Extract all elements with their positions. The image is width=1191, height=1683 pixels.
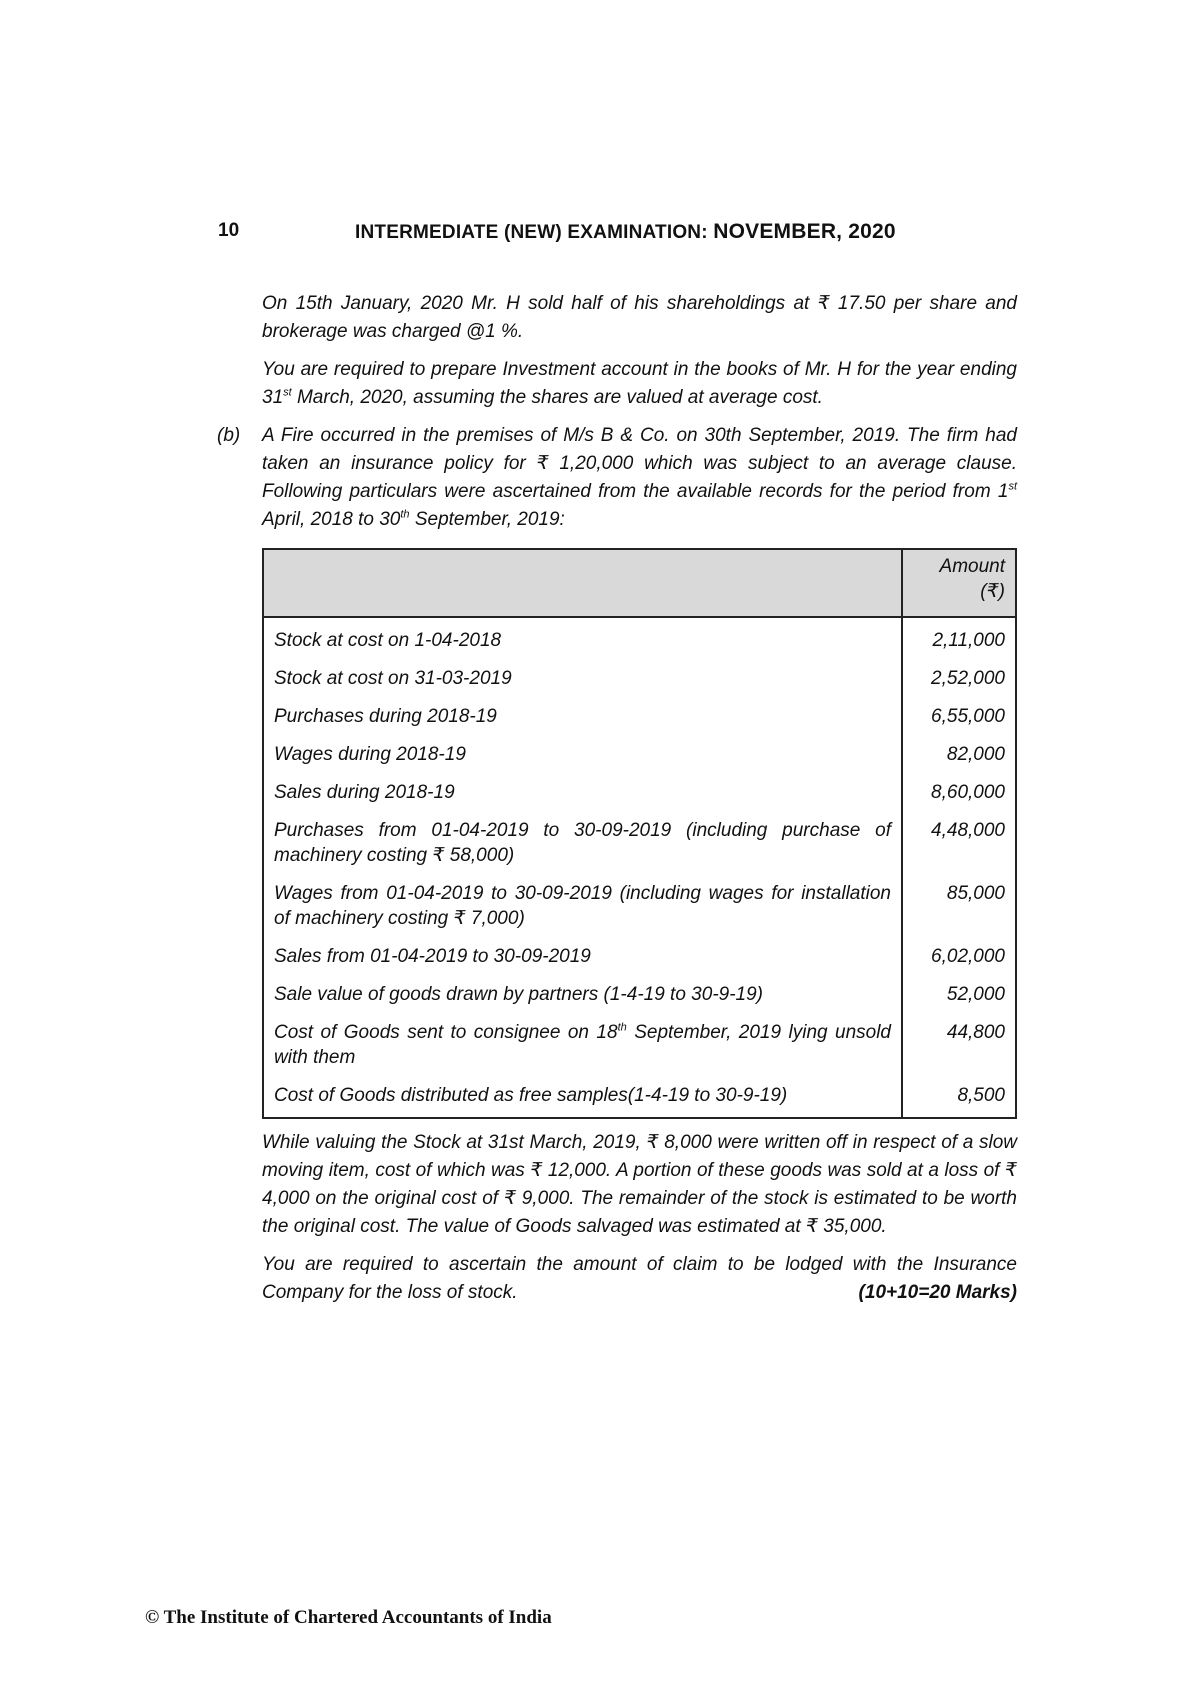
part-b-label: (b) xyxy=(217,425,241,446)
table-row xyxy=(263,776,1016,814)
header-amount xyxy=(902,549,1016,617)
part-b-question-para xyxy=(262,1251,1017,1307)
part-b-note: While valuing the Stock at 31st March, 2019, ₹ 8,000 were written off in respect of a slow moving item, cost of which was ₹ 12,000. A portion of these goods was sold at a loss of ₹ 4,000 on the original cost of ₹ 9,000. The remainder of the stock is estimated to be worth the original cost. The value of Goods salvaged was estimated at ₹ 35,000. xyxy=(262,1132,1017,1237)
row-amount: 44,800 xyxy=(902,1016,1016,1079)
part-b xyxy=(217,422,1017,1307)
row-item: Wages during 2018-19 xyxy=(263,738,902,776)
header-amount-line2: (₹) xyxy=(980,581,1005,602)
table-row xyxy=(263,1016,1016,1079)
table-row xyxy=(263,617,1016,662)
header-particulars xyxy=(263,549,902,617)
row-item-sup: th xyxy=(617,1021,627,1034)
row-amount: 52,000 xyxy=(902,978,1016,1016)
row-amount: 82,000 xyxy=(902,738,1016,776)
page-header xyxy=(355,220,896,244)
part-a-para1: On 15th January, 2020 Mr. H sold half of his shareholdings at ₹ 17.50 per share and brokerage was charged @1 %. xyxy=(262,293,1017,342)
row-amount: 8,60,000 xyxy=(902,776,1016,814)
part-b-intro xyxy=(262,422,1017,534)
row-item-post: September, 2019 lying unsold with them xyxy=(274,1022,891,1068)
table-row xyxy=(263,814,1016,877)
row-amount: 6,55,000 xyxy=(902,700,1016,738)
row-item: Sale value of goods drawn by partners (1-4-19 to 30-9-19) xyxy=(263,978,902,1016)
table-row xyxy=(263,662,1016,700)
table-row xyxy=(263,700,1016,738)
part-b-intro-sup2: th xyxy=(400,508,410,521)
row-amount: 4,48,000 xyxy=(902,814,1016,877)
row-amount: 2,11,000 xyxy=(902,617,1016,662)
row-amount: 8,500 xyxy=(902,1079,1016,1118)
table-row xyxy=(263,940,1016,978)
part-b-question: You are required to ascertain the amount of claim to be lodged with the Insurance Company for the loss of stock. xyxy=(262,1254,1017,1303)
row-item: Purchases from 01-04-2019 to 30-09-2019 (including purchase of machinery costing ₹ 58,000) xyxy=(263,814,902,877)
row-item-pre: Cost of Goods sent to consignee on 18 xyxy=(274,1022,618,1043)
part-b-intro-mid: April, 2018 to 30 xyxy=(262,509,401,530)
part-b-intro-pre: A Fire occurred in the premises of M/s B & Co. on 30th September, 2019. The firm had taken an insurance policy for ₹ 1,20,000 which was subject to an average clause. Following particulars were ascertained from the available records for the period from 1 xyxy=(262,425,1017,502)
table-header-row xyxy=(263,549,1016,617)
row-item xyxy=(263,1016,902,1079)
row-item: Purchases during 2018-19 xyxy=(263,700,902,738)
part-b-intro-post: September, 2019: xyxy=(409,509,565,530)
row-item: Cost of Goods distributed as free samples(1-4-19 to 30-9-19) xyxy=(263,1079,902,1118)
row-amount: 85,000 xyxy=(902,877,1016,940)
question-content xyxy=(217,290,1017,1317)
part-a-para2-post: March, 2020, assuming the shares are valued at average cost. xyxy=(291,387,823,408)
row-item: Stock at cost on 31-03-2019 xyxy=(263,662,902,700)
table-row xyxy=(263,978,1016,1016)
marks: (10+10=20 Marks) xyxy=(858,1282,1017,1303)
row-item: Stock at cost on 1-04-2018 xyxy=(263,617,902,662)
part-a-para2 xyxy=(262,356,1017,412)
table-row xyxy=(263,1079,1016,1118)
row-amount: 2,52,000 xyxy=(902,662,1016,700)
row-item: Sales from 01-04-2019 to 30-09-2019 xyxy=(263,940,902,978)
copyright-footer: © The Institute of Chartered Accountants of India xyxy=(145,1607,552,1628)
header-title-suffix: NOVEMBER, 2020 xyxy=(713,220,896,243)
page-number: 10 xyxy=(218,220,240,241)
header-title-prefix: INTERMEDIATE (NEW) EXAMINATION: xyxy=(355,222,714,243)
part-a-para2-pre: You are required to prepare Investment account in the books of Mr. H for the year ending 31 xyxy=(262,359,1017,408)
row-amount: 6,02,000 xyxy=(902,940,1016,978)
part-b-intro-sup1: st xyxy=(1008,480,1017,493)
row-item: Wages from 01-04-2019 to 30-09-2019 (including wages for installation of machinery costing ₹ 7,000) xyxy=(263,877,902,940)
particulars-table xyxy=(262,548,1017,1119)
part-a-para2-sup: st xyxy=(283,386,292,399)
table-row xyxy=(263,877,1016,940)
table-row xyxy=(263,738,1016,776)
row-item: Sales during 2018-19 xyxy=(263,776,902,814)
header-amount-line1: Amount xyxy=(939,556,1005,577)
